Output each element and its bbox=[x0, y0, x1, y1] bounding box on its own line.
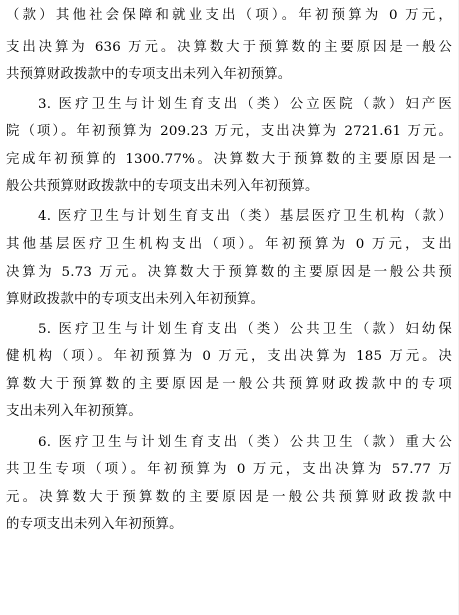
paragraph-3-start: 3. 医疗卫生与计划生育支出（类）公立医院（款）妇产医 bbox=[38, 97, 452, 112]
text-line: 其他基层医疗卫生机构支出（项）。年初预算为 0 万元，支出 bbox=[6, 237, 452, 252]
text-line: 算数大于预算数的主要原因是一般公共预算财政拨款中的专项 bbox=[6, 377, 452, 392]
text-line: 共预算财政拨款中的专项支出未列入年初预算。 bbox=[6, 67, 292, 82]
paragraph-5-start: 5. 医疗卫生与计划生育支出（类）公共卫生（款）妇幼保 bbox=[38, 322, 452, 337]
text-line: 共卫生专项（项）。年初预算为 0 万元，支出决算为 57.77 万 bbox=[6, 462, 452, 477]
text-line: 般公共预算财政拨款中的专项支出未列入年初预算。 bbox=[6, 179, 319, 194]
text-line: 支出未列入年初预算。 bbox=[6, 404, 142, 419]
text-line: 支出决算为 636 万元。决算数大于预算数的主要原因是一般公 bbox=[6, 40, 452, 55]
text-line: 健机构（项）。年初预算为 0 万元，支出决算为 185 万元。决 bbox=[6, 349, 452, 364]
text-line: （款）其他社会保障和就业支出（项）。年初预算为 0 万元， bbox=[6, 8, 452, 23]
paragraph-4-start: 4. 医疗卫生与计划生育支出（类）基层医疗卫生机构（款） bbox=[38, 209, 452, 224]
text-line: 完成年初预算的 1300.77%。决算数大于预算数的主要原因是一 bbox=[6, 152, 452, 167]
text-line: 院（项）。年初预算为 209.23 万元，支出决算为 2721.61 万元。 bbox=[6, 124, 452, 139]
text-line: 的专项支出未列入年初预算。 bbox=[6, 517, 183, 532]
text-line: 元。决算数大于预算数的主要原因是一般公共预算财政拨款中 bbox=[6, 490, 452, 505]
paragraph-6-start: 6. 医疗卫生与计划生育支出（类）公共卫生（款）重大公 bbox=[38, 435, 452, 450]
text-line: 决算为 5.73 万元。决算数大于预算数的主要原因是一般公共预 bbox=[6, 265, 452, 280]
text-line: 算财政拨款中的专项支出未列入年初预算。 bbox=[6, 292, 265, 307]
